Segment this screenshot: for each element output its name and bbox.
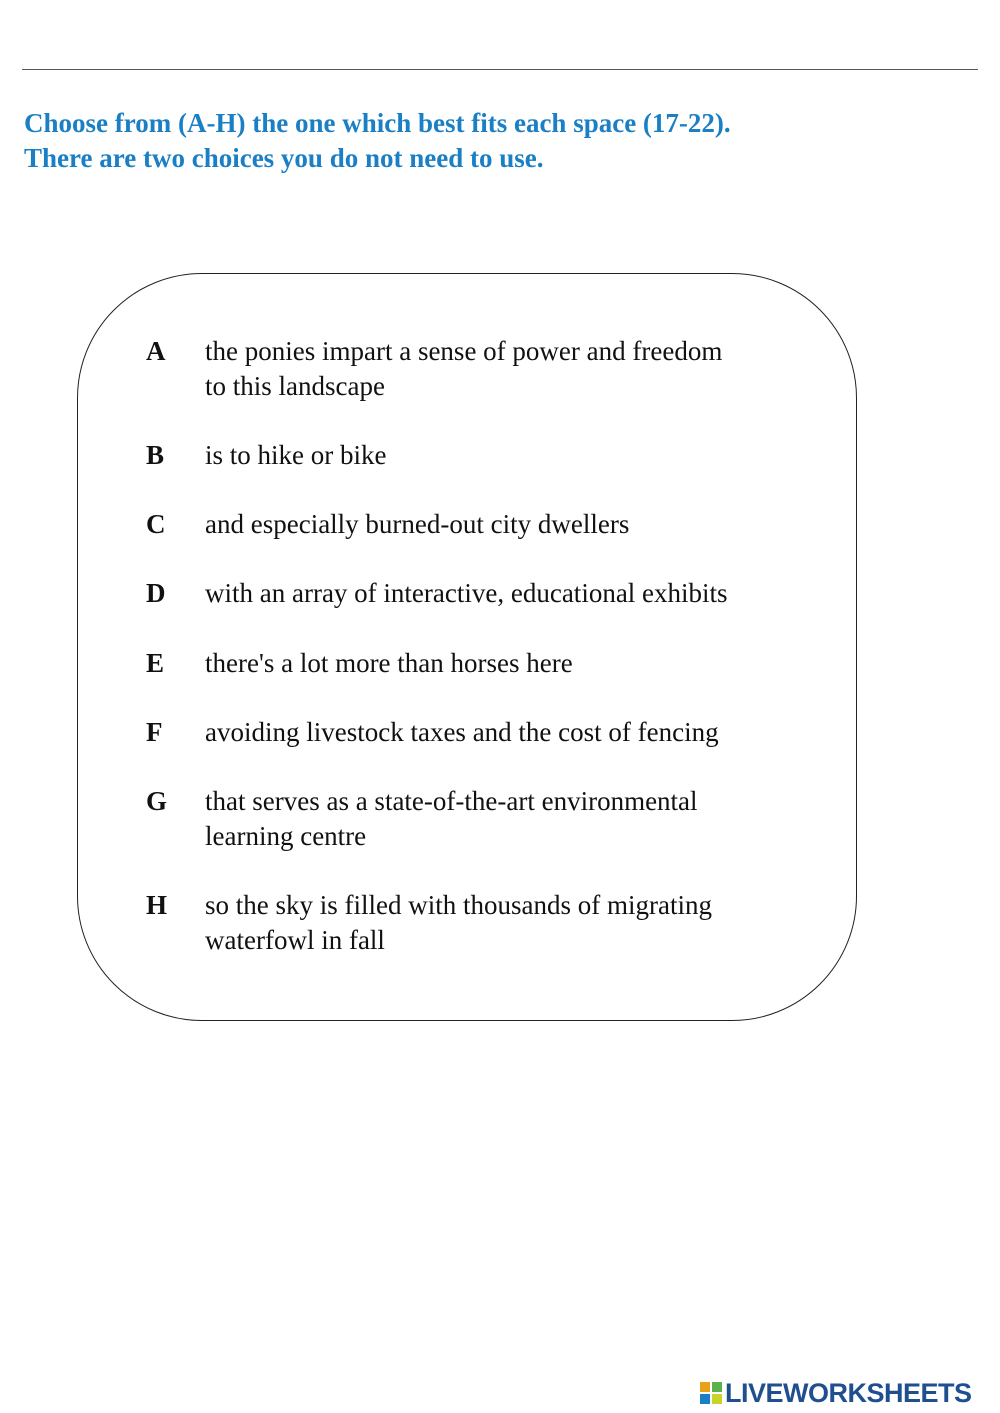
option-letter: A [146,336,166,366]
option-text-line: and especially burned-out city dwellers [205,509,630,539]
instructions [24,106,964,176]
option-text-line: so the sky is filled with thousands of migrating [205,890,712,920]
logo-text: LIVEWORKSHEETS [725,1377,972,1408]
option-text [205,576,825,611]
option-text [205,715,825,750]
top-divider [22,69,978,70]
option-letter: B [146,440,165,470]
option-text-line: is to hike or bike [205,440,387,470]
option-letter: F [146,717,163,747]
option-text [205,507,825,542]
option-text-line: to this landscape [205,371,385,401]
option-text [205,888,825,958]
option-text [205,646,825,681]
option-text-line: waterfowl in fall [205,925,385,955]
option-text-line: with an array of interactive, educational exhibits [205,578,728,608]
liveworksheets-logo[interactable] [699,1378,972,1408]
option-text-line: learning centre [205,821,367,851]
option-text [205,438,825,473]
option-letter: E [146,648,165,678]
option-text-line: avoiding livestock taxes and the cost of fencing [205,717,719,747]
option-text-line: that serves as a state-of-the-art environmental [205,786,698,816]
instructions-line-2: There are two choices you do not need to use. [24,143,544,173]
option-letter: C [146,509,166,539]
option-letter: D [146,578,166,608]
option-text [205,334,825,404]
liveworksheets-logo-icon [699,1381,723,1405]
instructions-line-1: Choose from (A-H) the one which best fits each space (17-22). [24,108,731,138]
option-text-line: the ponies impart a sense of power and freedom [205,336,723,366]
option-text [205,784,825,854]
option-letter: H [146,890,168,920]
option-letter: G [146,786,168,816]
option-text-line: there's a lot more than horses here [205,648,573,678]
